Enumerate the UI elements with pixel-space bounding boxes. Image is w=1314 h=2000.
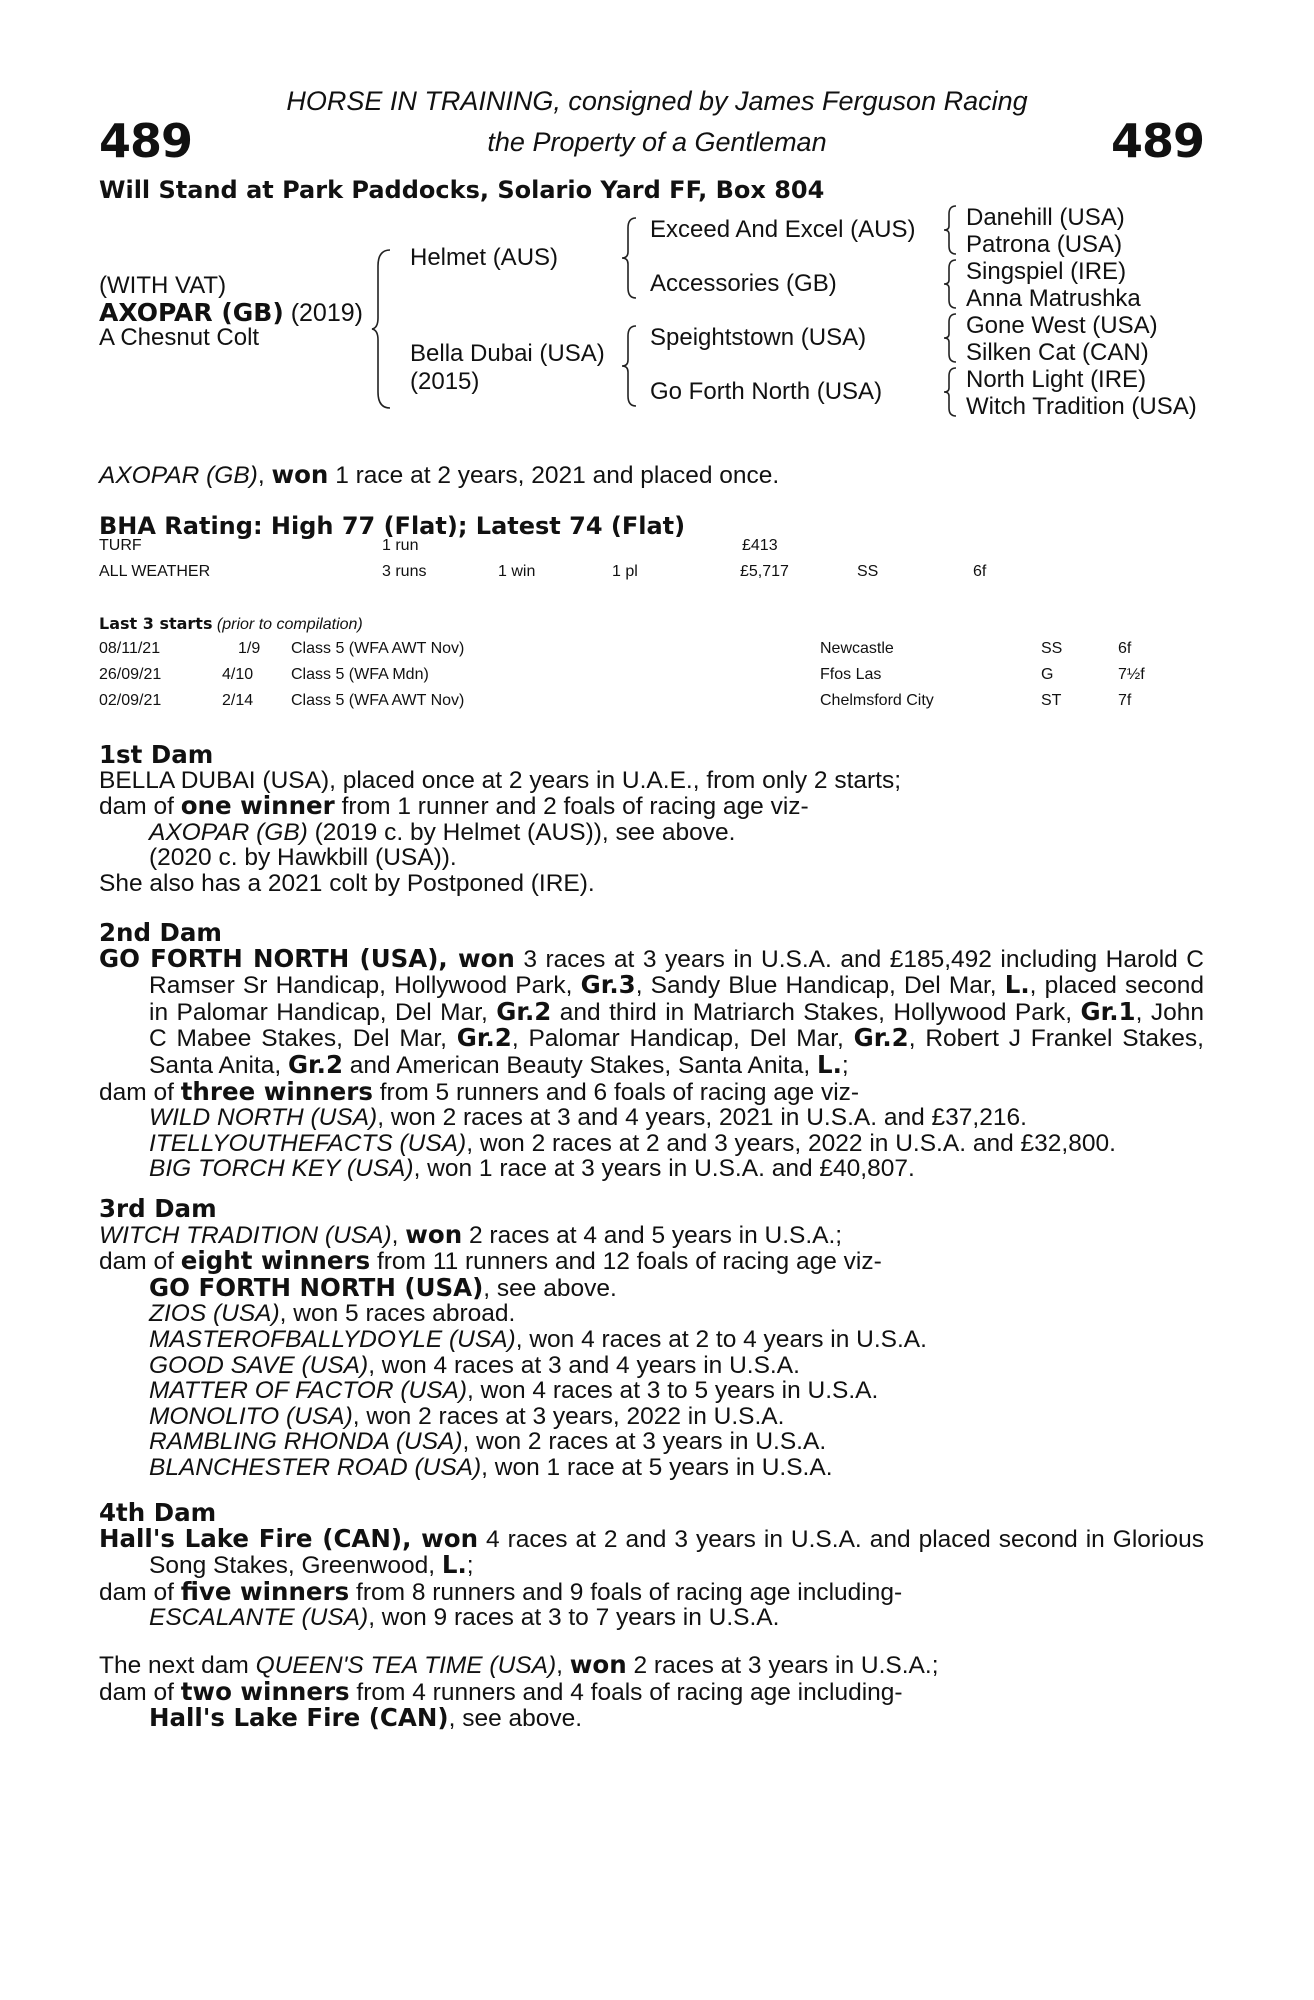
start-date: 08/11/21 xyxy=(99,640,161,657)
start-going: G xyxy=(1041,666,1054,683)
produce-name: AXOPAR (GB) xyxy=(149,818,308,846)
next-dam-produce-line xyxy=(99,1676,1204,1706)
dam-dam: Go Forth North (USA) xyxy=(650,378,883,405)
produce-detail: , see above. xyxy=(448,1705,583,1733)
start-distance: 7½f xyxy=(1118,666,1145,683)
produce-detail: , won 2 races at 3 and 4 years, 2021 in U.S.A. and £37,216. xyxy=(377,1104,1027,1132)
grade-badge: Gr.1 xyxy=(1080,996,1136,1026)
start-going: SS xyxy=(1041,640,1063,657)
text: from 8 runners and 9 foals of racing age including- xyxy=(349,1578,903,1606)
produce-name: MASTEROFBALLYDOYLE (USA) xyxy=(149,1325,516,1353)
text: dam of xyxy=(99,1248,181,1276)
dam-name: QUEEN'S TEA TIME (USA) xyxy=(255,1652,557,1679)
start-race: Class 5 (WFA AWT Nov) xyxy=(291,692,465,709)
produce-detail: , won 2 races at 3 years, 2022 in U.S.A. xyxy=(352,1402,785,1430)
record-surface-aw: ALL WEATHER xyxy=(99,563,211,580)
record-surface-turf: TURF xyxy=(99,537,142,554)
produce-name: WILD NORTH (USA) xyxy=(149,1104,378,1132)
text: from 1 runner and 2 foals of racing age viz- xyxy=(334,793,809,821)
lot-number-left: 489 xyxy=(99,114,193,168)
summary-rest: 1 race at 2 years, 2021 and placed once. xyxy=(335,462,780,489)
start-position: 1/9 xyxy=(238,640,261,657)
text: 2 races at 3 years in U.S.A.; xyxy=(626,1652,939,1679)
ped-dss: Gone West (USA) xyxy=(966,312,1158,339)
text: , placed second in Palomar Handicap, Del Mar, xyxy=(149,972,1204,1026)
race-summary: AXOPAR (GB), won 1 race at 2 years, 2021 and placed once. xyxy=(99,460,780,489)
text: 3 races at 3 years in U.S.A. and £185,492 including Harold C Ramser Sr Handicap, Hollywood Park, xyxy=(149,945,1204,1000)
first-dam-produce-line xyxy=(99,793,1204,820)
record-wins-aw: 1 win xyxy=(498,563,536,580)
horse-name: AXOPAR (GB) xyxy=(99,298,284,327)
text: 4 races at 2 and 3 years in U.S.A. and placed second in Glorious Song Stakes, Greenwood, xyxy=(149,1525,1205,1580)
grade-badge: Gr.2 xyxy=(456,1023,512,1053)
start-race: Class 5 (WFA AWT Nov) xyxy=(291,640,465,657)
text: ; xyxy=(466,1552,474,1580)
winners-count: five winners xyxy=(180,1576,350,1606)
dam-name: GO FORTH NORTH (USA) xyxy=(99,943,439,973)
produce-name: BLANCHESTER ROAD (USA) xyxy=(149,1453,482,1481)
text: from 11 runners and 12 foals of racing age viz- xyxy=(370,1248,882,1276)
second-dam-heading: 2nd Dam xyxy=(99,918,222,947)
sire: Helmet (AUS) xyxy=(410,244,559,271)
produce-name: MATTER OF FACTOR (USA) xyxy=(149,1377,468,1405)
produce-name: ESCALANTE (USA) xyxy=(149,1604,369,1632)
third-dam-heading: 3rd Dam xyxy=(99,1194,217,1223)
sire-dam: Accessories (GB) xyxy=(650,270,837,297)
produce-name: GO FORTH NORTH (USA) xyxy=(149,1272,484,1302)
produce-name: ITELLYOUTHEFACTS (USA) xyxy=(149,1129,467,1157)
first-dam-line: BELLA DUBAI (USA), placed once at 2 years in U.A.E., from only 2 starts; xyxy=(99,766,902,794)
horse-description: A Chesnut Colt xyxy=(99,324,260,351)
won-label: won xyxy=(405,1219,463,1249)
text: , John C Mabee Stakes, Del Mar, xyxy=(149,998,1204,1053)
produce-detail: , won 4 races at 3 to 5 years in U.S.A. xyxy=(467,1377,879,1405)
record-prize-aw: £5,717 xyxy=(740,563,789,580)
ped-dsd: Silken Cat (CAN) xyxy=(966,339,1149,366)
produce-entry xyxy=(99,1156,1204,1182)
start-position: 4/10 xyxy=(222,666,254,683)
text: dam of xyxy=(99,1678,181,1706)
dam-year: (2015) xyxy=(410,368,480,395)
dam-sire: Speightstown (USA) xyxy=(650,324,867,351)
fourth-dam-produce-line xyxy=(99,1576,1204,1606)
start-course: Newcastle xyxy=(820,640,894,657)
text: dam of xyxy=(99,793,181,821)
produce-name: RAMBLING RHONDA (USA) xyxy=(149,1428,463,1456)
first-dam-heading: 1st Dam xyxy=(99,740,214,769)
third-dam-produce-line xyxy=(99,1248,1204,1275)
produce-entry xyxy=(99,1378,1204,1404)
third-dam-section xyxy=(99,1196,1204,1481)
ped-sss: Danehill (USA) xyxy=(966,204,1125,231)
text: 2 races at 4 and 5 years in U.S.A.; xyxy=(462,1221,843,1249)
second-dam-produce-line xyxy=(99,1076,1204,1106)
first-dam-section xyxy=(99,742,1204,897)
summary-won: won xyxy=(271,460,329,489)
text: , Robert J Frankel Stakes, Santa Anita, xyxy=(149,1025,1204,1079)
produce-entry xyxy=(99,1455,1204,1481)
pedigree-brace-3a xyxy=(942,204,960,256)
property-line: the Property of a Gentleman xyxy=(487,127,827,157)
grade-badge: Gr.2 xyxy=(287,1049,343,1079)
grade-badge: Gr.2 xyxy=(496,996,552,1026)
summary-horse: AXOPAR (GB) xyxy=(99,462,258,489)
first-dam-note: She also has a 2021 colt by Postponed (IRE). xyxy=(99,869,595,897)
sire-sire: Exceed And Excel (AUS) xyxy=(650,216,916,243)
next-dam-section xyxy=(99,1652,1204,1732)
text: , xyxy=(556,1652,570,1679)
fourth-dam-heading: 4th Dam xyxy=(99,1498,217,1527)
ped-sds: Singspiel (IRE) xyxy=(966,258,1127,285)
grade-badge: Gr.3 xyxy=(580,970,636,1000)
produce-entry xyxy=(99,1605,1204,1631)
produce-entry xyxy=(99,820,1204,846)
text: , Sandy Blue Handicap, Del Mar, xyxy=(635,972,1005,1000)
start-date: 02/09/21 xyxy=(99,692,162,709)
listed-badge: L. xyxy=(441,1550,467,1580)
second-dam-record xyxy=(99,943,1204,1079)
produce-name: Hall's Lake Fire (CAN) xyxy=(149,1703,449,1733)
produce-name: MONOLITO (USA) xyxy=(149,1402,353,1430)
last-starts-heading xyxy=(99,614,363,634)
start-position: 2/14 xyxy=(222,692,254,709)
fourth-dam-section xyxy=(99,1500,1204,1631)
winners-count: two winners xyxy=(180,1676,350,1706)
produce-detail: , won 5 races abroad. xyxy=(279,1300,516,1328)
produce-detail: , won 1 race at 5 years in U.S.A. xyxy=(481,1453,833,1481)
start-distance: 7f xyxy=(1118,692,1132,709)
winners-count: eight winners xyxy=(180,1246,371,1276)
produce-detail: , see above. xyxy=(483,1274,617,1302)
record-going-aw: SS xyxy=(857,563,879,580)
record-placed-aw: 1 pl xyxy=(612,563,638,580)
produce-entry xyxy=(99,1404,1204,1430)
fourth-dam-record xyxy=(99,1523,1205,1580)
pedigree-brace-dam xyxy=(620,324,640,408)
listed-badge: L. xyxy=(816,1049,842,1079)
pedigree-brace-main xyxy=(370,248,396,410)
horse-year: (2019) xyxy=(290,299,363,327)
record-dist-aw: 6f xyxy=(973,563,987,580)
text: from 4 runners and 4 foals of racing age including- xyxy=(349,1678,903,1706)
pedigree-brace-3c xyxy=(942,312,960,364)
produce-detail: , won 2 races at 3 years in U.S.A. xyxy=(462,1428,827,1456)
text: and American Beauty Stakes, Santa Anita, xyxy=(343,1051,817,1079)
produce-entry xyxy=(99,1105,1204,1131)
produce-name: BIG TORCH KEY (USA) xyxy=(149,1155,414,1183)
produce-entry xyxy=(99,1327,1204,1353)
start-date: 26/09/21 xyxy=(99,666,162,683)
ped-ddd: Witch Tradition (USA) xyxy=(966,393,1197,420)
text: from 5 runners and 6 foals of racing age viz- xyxy=(372,1078,860,1106)
produce-detail: , won 4 races at 2 to 4 years in U.S.A. xyxy=(515,1325,927,1353)
pedigree-brace-3b xyxy=(942,258,960,310)
produce-entry xyxy=(99,1429,1204,1455)
start-race: Class 5 (WFA Mdn) xyxy=(291,666,429,683)
produce-entry xyxy=(99,1272,1204,1302)
winners-count: three winners xyxy=(180,1076,373,1106)
start-course: Chelmsford City xyxy=(820,692,934,709)
start-course: Ffos Las xyxy=(820,666,882,683)
won-label: won xyxy=(569,1650,627,1679)
produce-name: ZIOS (USA) xyxy=(149,1300,280,1328)
text: , xyxy=(391,1221,406,1249)
text: dam of xyxy=(99,1078,181,1106)
produce-detail: , won 4 races at 3 and 4 years in U.S.A. xyxy=(368,1351,800,1379)
dam-name: WITCH TRADITION (USA) xyxy=(99,1221,392,1249)
text: , Palomar Handicap, Del Mar, xyxy=(511,1025,854,1053)
produce-detail: (2019 c. by Helmet (AUS)), see above. xyxy=(307,818,736,846)
lot-number-right: 489 xyxy=(1110,114,1204,168)
produce-detail: , won 1 race at 3 years in U.S.A. and £40,807. xyxy=(413,1155,915,1183)
produce-entry xyxy=(99,1131,1204,1157)
produce-entry xyxy=(99,1353,1204,1379)
ped-sdd: Anna Matrushka xyxy=(966,285,1141,312)
third-dam-record xyxy=(99,1219,1204,1249)
won-label: , won xyxy=(438,943,515,973)
record-runs-turf: 1 run xyxy=(382,537,419,554)
start-going: ST xyxy=(1041,692,1062,709)
dam: Bella Dubai (USA) xyxy=(410,340,605,367)
consignor-line: HORSE IN TRAINING, consigned by James Ferguson Racing xyxy=(286,86,1028,116)
text: The next dam xyxy=(99,1652,256,1679)
dam-name: Hall's Lake Fire (CAN) xyxy=(99,1523,403,1553)
pedigree-brace-sire xyxy=(620,216,640,300)
produce-detail: , won 9 races at 3 to 7 years in U.S.A. xyxy=(368,1604,780,1632)
won-label: , won xyxy=(402,1523,479,1553)
start-distance: 6f xyxy=(1118,640,1132,657)
produce-detail: , won 2 races at 2 and 3 years, 2022 in U.S.A. and £32,800. xyxy=(466,1129,1116,1157)
record-prize-turf: £413 xyxy=(742,537,778,554)
text: and third in Matriarch Stakes, Hollywood Park, xyxy=(551,998,1081,1026)
last-starts-title: Last 3 starts xyxy=(99,614,213,633)
produce-name: GOOD SAVE (USA) xyxy=(149,1351,369,1379)
next-dam-record xyxy=(99,1652,1204,1679)
last-starts-note: (prior to compilation) xyxy=(216,616,363,633)
stand-location: Will Stand at Park Paddocks, Solario Yard FF, Box 804 xyxy=(99,176,825,204)
ped-dds: North Light (IRE) xyxy=(966,366,1147,393)
text: dam of xyxy=(99,1578,181,1606)
produce-entry xyxy=(99,1301,1204,1327)
ped-ssd: Patrona (USA) xyxy=(966,231,1123,258)
grade-badge: Gr.2 xyxy=(853,1023,909,1053)
second-dam-section xyxy=(99,920,1204,1182)
record-runs-aw: 3 runs xyxy=(382,563,427,580)
produce-entry xyxy=(99,1705,1204,1732)
produce-entry: (2020 c. by Hawkbill (USA)). xyxy=(149,844,457,872)
bha-rating: BHA Rating: High 77 (Flat); Latest 74 (Flat) xyxy=(99,512,686,540)
winners-count: one winner xyxy=(180,791,335,821)
text: ; xyxy=(841,1051,849,1079)
vat-note: (WITH VAT) xyxy=(99,272,227,299)
listed-badge: L. xyxy=(1004,970,1030,1000)
pedigree-brace-3d xyxy=(942,366,960,418)
